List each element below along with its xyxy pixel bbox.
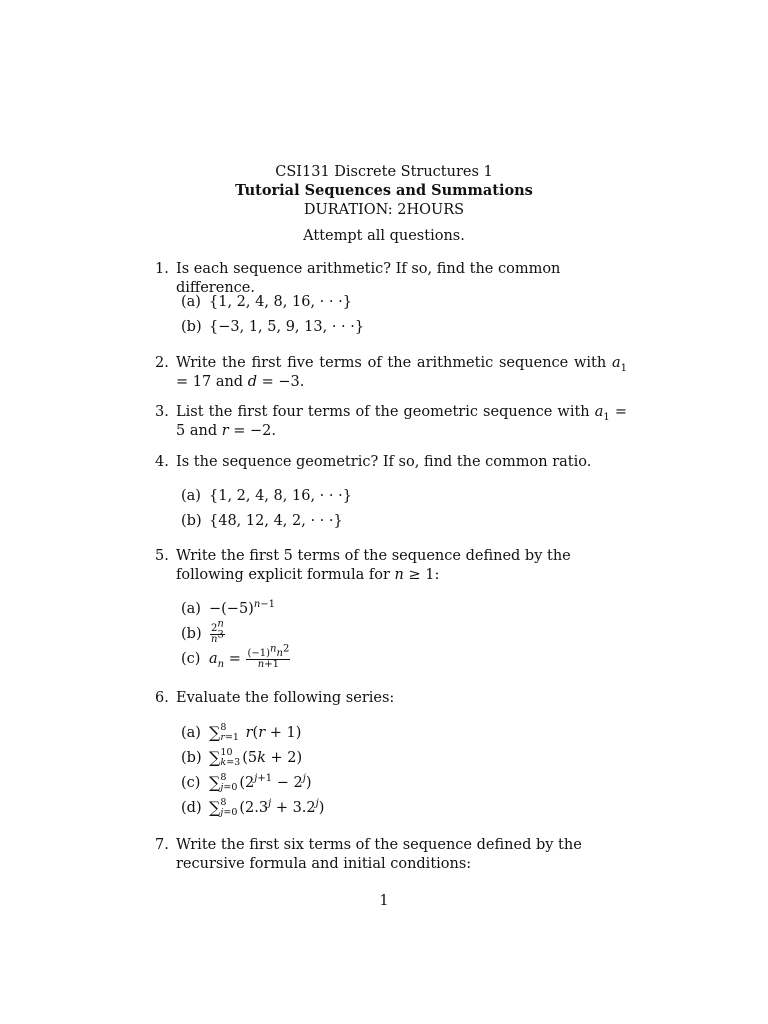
question-text: Is the sequence geometric? If so, find the common ratio.	[176, 454, 592, 470]
question-2	[155, 354, 627, 392]
sub-expression: {48, 12, 4, 2, · · ·}	[209, 513, 343, 529]
question-text: Write the first five terms of the arithmetic sequence with $a_1 = 17$ and d = −3.	[176, 355, 627, 390]
sub-expression: ∑ 8 r=1 r(r + 1)	[209, 722, 302, 743]
document-title: Tutorial Sequences and Summations	[235, 182, 533, 199]
sub-expression: ∑ 8 j=0 $(2.3^j + 3.2^j)$	[209, 797, 325, 818]
sub-question	[181, 618, 627, 647]
question-1-parts	[155, 290, 627, 340]
question-number: 1.	[155, 261, 169, 277]
sub-question	[181, 315, 627, 340]
sub-question	[181, 643, 627, 672]
sub-label: (a)	[181, 294, 201, 310]
sub-label: (c)	[181, 651, 201, 667]
question-number: 5.	[155, 548, 169, 564]
question-6-parts	[155, 720, 627, 820]
sub-expression: {1, 2, 4, 8, 16, · · ·}	[209, 294, 352, 310]
sub-label: (d)	[181, 800, 202, 816]
question-7	[155, 836, 627, 874]
sub-question	[181, 290, 627, 315]
question-5-parts	[155, 597, 627, 672]
sub-question	[181, 795, 627, 820]
sub-question	[181, 509, 627, 534]
question-4-parts	[155, 484, 627, 534]
sub-question	[181, 484, 627, 509]
sub-expression: {−3, 1, 5, 9, 13, · · ·}	[209, 319, 365, 335]
sub-question	[181, 597, 627, 622]
sub-label: (b)	[181, 319, 202, 335]
question-5	[155, 547, 627, 585]
question-number: 6.	[155, 690, 169, 706]
question-number: 7.	[155, 837, 169, 853]
sub-label: (a)	[181, 488, 201, 504]
question-text: Evaluate the following series:	[176, 690, 395, 706]
sub-question	[181, 770, 627, 795]
sub-label: (b)	[181, 750, 202, 766]
sub-label: (c)	[181, 775, 201, 791]
question-3	[155, 403, 627, 441]
sub-label: (a)	[181, 601, 201, 617]
sub-label: (b)	[181, 513, 202, 529]
sub-question	[181, 720, 627, 745]
question-text: Write the first six terms of the sequence defined by the recursive formula and initial conditions:	[176, 837, 582, 872]
question-number: 2.	[155, 355, 169, 371]
sub-question	[181, 745, 627, 770]
sub-expression: $-(-5)^{n-1}$	[209, 599, 276, 617]
page-number: 1	[379, 893, 389, 909]
sub-label: (b)	[181, 626, 202, 642]
question-text: Write the first 5 terms of the sequence defined by the following explicit formula for n ≥ 1:	[176, 548, 571, 583]
question-number: 3.	[155, 404, 169, 420]
sub-expression: {1, 2, 4, 8, 16, · · ·}	[209, 488, 352, 504]
instruction: Attempt all questions.	[303, 228, 465, 244]
question-6	[155, 689, 627, 708]
sub-expression: $\frac{2^n}{n^3}$	[211, 618, 224, 645]
question-text: Is each sequence arithmetic? If so, find the common difference.	[176, 261, 561, 296]
sub-expression: ∑ 10 k=3 (5k + 2)	[209, 747, 303, 768]
sub-expression: ∑ 8 j=0 $(2^{j+1} - 2^j)$	[209, 772, 312, 793]
duration: DURATION: 2HOURS	[303, 202, 465, 218]
sub-label: (a)	[181, 725, 201, 741]
question-number: 4.	[155, 454, 169, 470]
sub-expression: $a_n$ = $\frac{(-1)^nn^2}{n+1}$	[209, 643, 290, 670]
question-text: List the first four terms of the geometric sequence with $a_1 = 5$ and r = −2.	[176, 404, 627, 439]
course-name: CSI131 Discrete Structures 1	[275, 164, 493, 180]
question-4	[155, 453, 627, 472]
